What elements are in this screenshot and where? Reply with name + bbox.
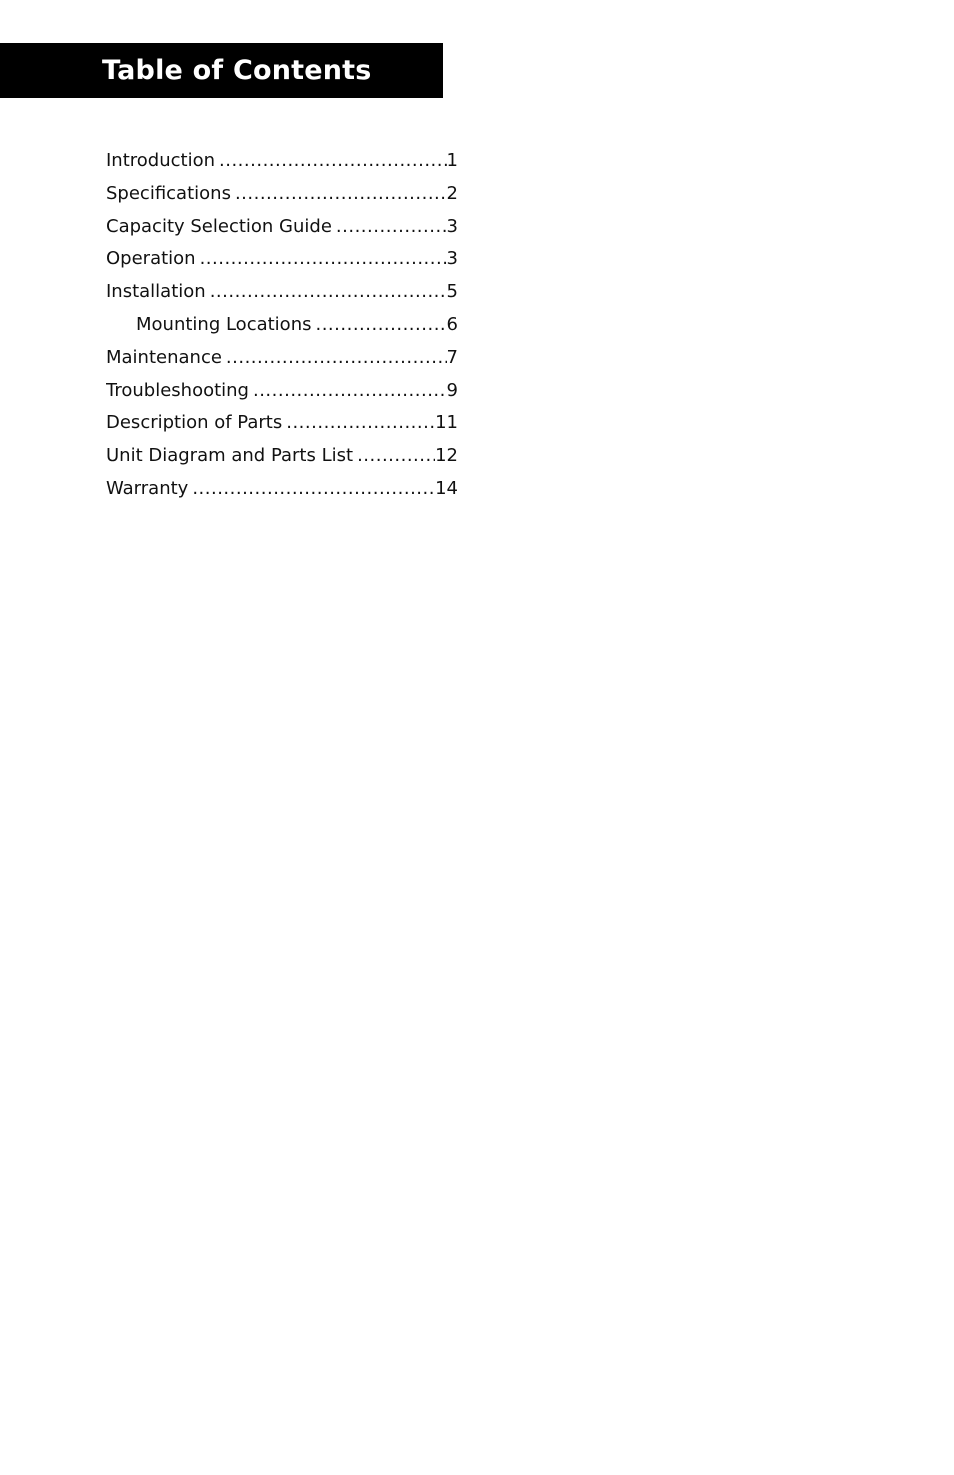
toc-dot-leader xyxy=(315,309,446,342)
toc-entry-page: 3 xyxy=(446,248,458,270)
toc-dot-leader xyxy=(286,407,435,440)
toc-entry-page: 9 xyxy=(446,379,458,401)
toc-entry-page: 3 xyxy=(446,215,458,237)
toc-entry-label: Troubleshooting xyxy=(106,379,249,401)
toc-dot-leader xyxy=(200,243,447,276)
toc-entry-page: 6 xyxy=(446,313,458,335)
page-title: Table of Contents xyxy=(102,55,372,86)
toc-entry-operation[interactable] xyxy=(106,243,458,276)
toc-entry-label: Operation xyxy=(106,248,196,270)
toc-entry-label: Mounting Locations xyxy=(136,313,312,335)
toc-entry-label: Maintenance xyxy=(106,346,222,368)
toc-entry-introduction[interactable] xyxy=(106,145,458,178)
toc-entry-mounting-locations[interactable] xyxy=(106,309,458,342)
toc-dot-leader xyxy=(192,473,435,506)
toc-dot-leader xyxy=(253,375,447,408)
toc-entry-label: Description of Parts xyxy=(106,412,283,434)
toc-entry-description-of-parts[interactable] xyxy=(106,407,458,440)
toc-entry-specifications[interactable] xyxy=(106,178,458,211)
toc-entry-page: 7 xyxy=(446,346,458,368)
toc-dot-leader xyxy=(226,342,447,375)
toc-entry-maintenance[interactable] xyxy=(106,342,458,375)
toc-entry-label: Unit Diagram and Parts List xyxy=(106,445,354,467)
toc-dot-leader xyxy=(336,211,447,244)
toc-entry-unit-diagram-and-parts-list[interactable] xyxy=(106,440,458,473)
toc-entry-page: 12 xyxy=(435,445,458,467)
toc-dot-leader xyxy=(235,178,447,211)
toc-entry-label: Capacity Selection Guide xyxy=(106,215,332,237)
toc-entry-page: 1 xyxy=(446,150,458,171)
toc-entry-installation[interactable] xyxy=(106,276,458,309)
toc-entry-label: Specifications xyxy=(106,182,231,204)
toc-entry-label: Introduction xyxy=(106,150,216,171)
toc-entry-label: Warranty xyxy=(106,477,189,499)
toc-entry-label: Installation xyxy=(106,281,206,303)
toc-entry-page: 11 xyxy=(435,412,458,434)
toc-entry-page: 2 xyxy=(446,182,458,204)
table-of-contents xyxy=(106,145,458,506)
title-bar xyxy=(0,43,443,98)
toc-entry-page: 5 xyxy=(446,281,458,303)
toc-entry-capacity-selection-guide[interactable] xyxy=(106,211,458,244)
toc-dot-leader xyxy=(357,440,435,473)
toc-dot-leader xyxy=(219,145,447,178)
toc-entry-troubleshooting[interactable] xyxy=(106,375,458,408)
toc-dot-leader xyxy=(210,276,447,309)
toc-entry-page: 14 xyxy=(435,477,458,499)
toc-entry-warranty[interactable] xyxy=(106,473,458,506)
